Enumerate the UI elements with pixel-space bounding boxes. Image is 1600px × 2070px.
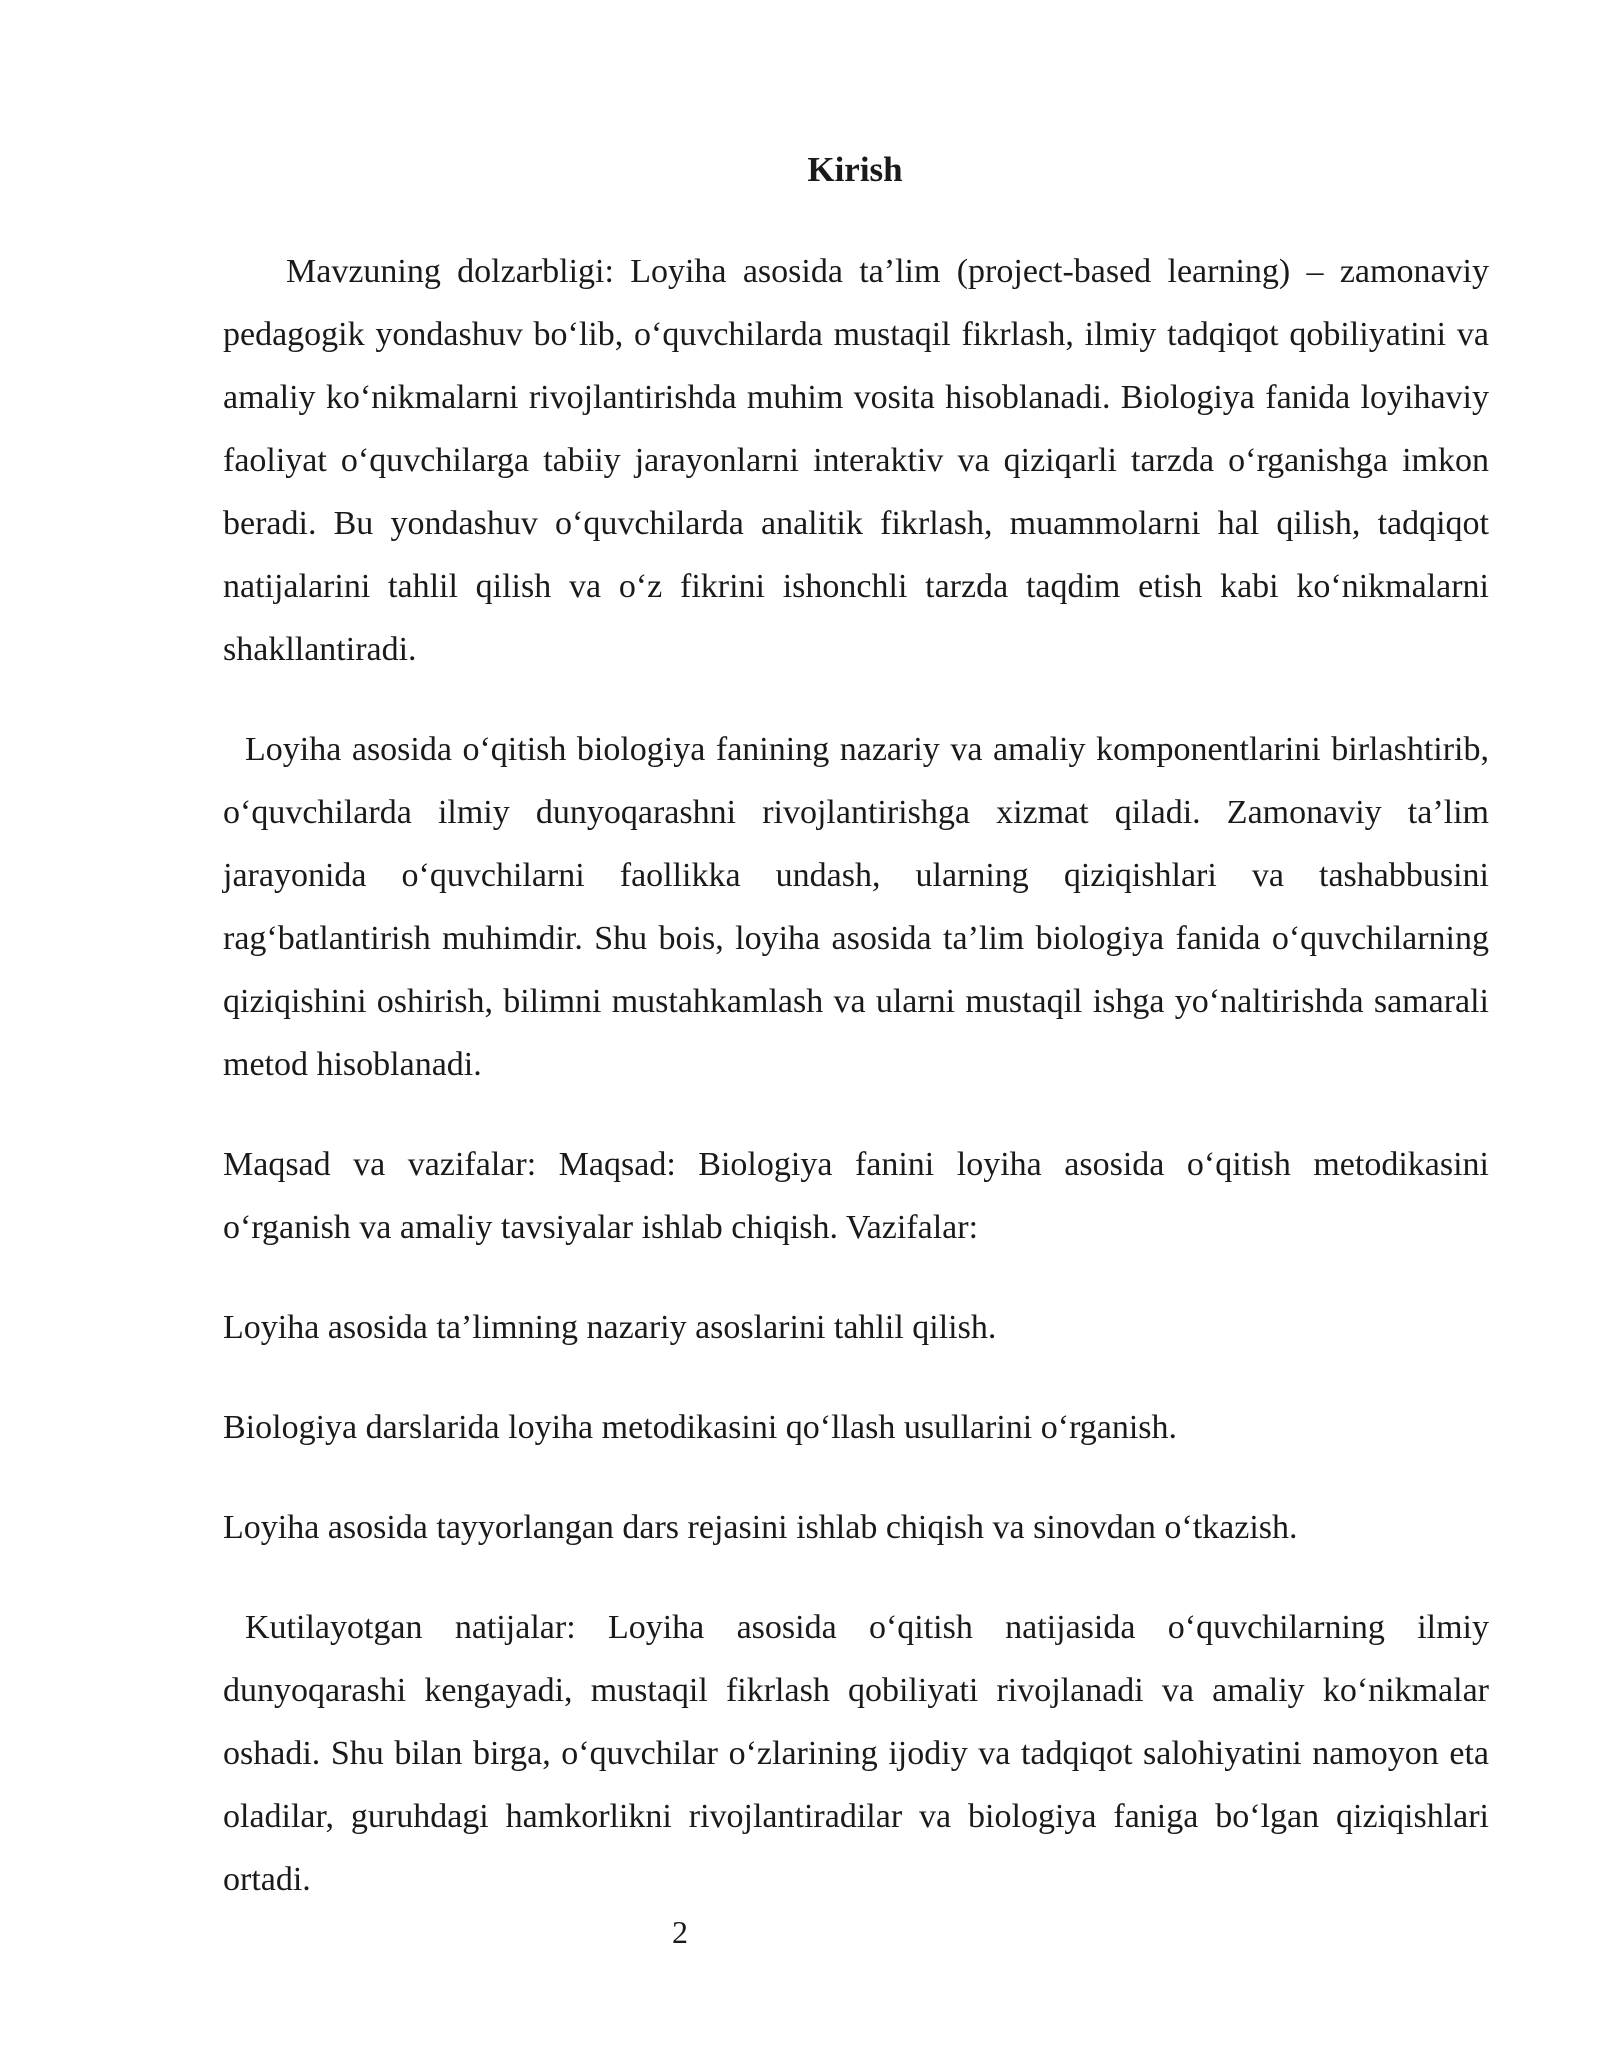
page-number: 2 — [672, 1914, 688, 1950]
paragraph-expected-results: Kutilayotgan natijalar: Loyiha asosida o‘qitish natijasida o‘quvchilarning ilmiy dunyoqarashi kengayadi, mustaqil fikrlash qobiliyati rivojlanadi va amaliy ko‘nikmalar oshadi. Shu bilan birga, o‘quvchilar o‘zlarining ijodiy va tadqiqot salohiyatini namoyon eta oladilar, guruhdagi hamkorlikni rivojlantiradilar va biologiya faniga bo‘lgan qiziqishlari ortadi. — [223, 1609, 1489, 1898]
task-item-1: Loyiha asosida ta’limning nazariy asoslarini tahlil qilish. — [223, 1309, 997, 1346]
body-text — [223, 240, 1489, 1911]
paragraph-project-teaching: Loyiha asosida o‘qitish biologiya fanining nazariy va amaliy komponentlarini birlashtirib, o‘quvchilarda ilmiy dunyoqarashni rivojlantirishga xizmat qiladi. Zamonaviy ta’lim jarayonida o‘quvchilarni faollikka undash, ularning qiziqishlari va tashabbusini rag‘batlantirish muhimdir. Shu bois, loyiha asosida ta’lim biologiya fanida o‘quvchilarning qiziqishini oshirish, bilimni mustahkamlash va ularni mustaqil ishga yo‘naltirishda samarali metod hisoblanadi. — [223, 731, 1489, 1083]
paragraph-goals: Maqsad va vazifalar: Maqsad: Biologiya fanini loyiha asosida o‘qitish metodikasini o‘rganish va amaliy tavsiyalar ishlab chiqish. Vazifalar: — [223, 1146, 1489, 1246]
task-item-2: Biologiya darslarida loyiha metodikasini qo‘llash usullarini o‘rganish. — [223, 1409, 1178, 1446]
task-item-3: Loyiha asosida tayyorlangan dars rejasini ishlab chiqish va sinovdan o‘tkazish. — [223, 1509, 1298, 1546]
paragraph-relevance: Mavzuning dolzarbligi: Loyiha asosida ta’lim (project-based learning) – zamonaviy pedagogik yondashuv bo‘lib, o‘quvchilarda mustaqil fikrlash, ilmiy tadqiqot qobiliyatini va amaliy ko‘nikmalarni rivojlantirishda muhim vosita hisoblanadi. Biologiya fanida loyihaviy faoliyat o‘quvchilarga tabiiy jarayonlarni interaktiv va qiziqarli tarzda o‘rganishga imkon beradi. Bu yondashuv o‘quvchilarda analitik fikrlash, muammolarni hal qilish, tadqiqot natijalarini tahlil qilish va o‘z fikrini ishonchli tarzda taqdim etish kabi ko‘nikmalarni shakllantiradi. — [223, 253, 1489, 668]
page-title: Kirish — [807, 150, 903, 189]
